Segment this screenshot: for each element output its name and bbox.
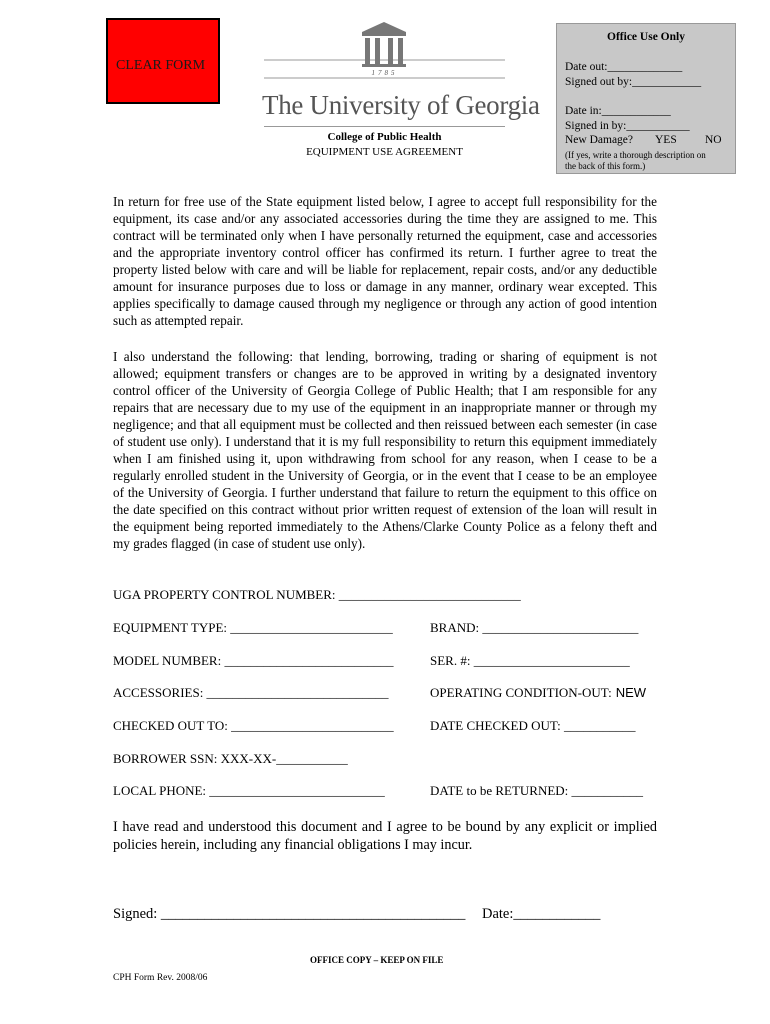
signed-in-by-field[interactable]: Signed in by:___________ bbox=[565, 120, 690, 132]
date-checked-out-field[interactable]: DATE CHECKED OUT: ___________ bbox=[430, 718, 636, 733]
damage-note-line1: (If yes, write a thorough description on bbox=[565, 150, 706, 160]
damage-no-option[interactable]: NO bbox=[705, 134, 722, 146]
serial-number-field[interactable]: SER. #: ________________________ bbox=[430, 653, 630, 668]
date-in-field[interactable]: Date in:____________ bbox=[565, 105, 671, 117]
arch-icon bbox=[262, 18, 507, 90]
new-damage-label: New Damage? bbox=[565, 134, 634, 146]
borrower-ssn-field[interactable]: BORROWER SSN: XXX-XX-___________ bbox=[113, 751, 348, 766]
operating-condition-field[interactable] bbox=[430, 685, 646, 701]
checked-out-to-field[interactable]: CHECKED OUT TO: _________________________ bbox=[113, 718, 394, 733]
date-returned-field[interactable]: DATE to be RETURNED: ___________ bbox=[430, 783, 644, 798]
operating-condition-label: OPERATING CONDITION-OUT: bbox=[430, 685, 612, 700]
university-name: The University of Georgia bbox=[262, 90, 540, 120]
office-copy-note: OFFICE COPY – KEEP ON FILE bbox=[310, 955, 444, 965]
office-use-box bbox=[556, 23, 736, 174]
clear-form-button[interactable]: CLEAR FORM bbox=[106, 18, 220, 104]
local-phone-field[interactable]: LOCAL PHONE: ___________________________ bbox=[113, 783, 385, 798]
property-control-field[interactable]: UGA PROPERTY CONTROL NUMBER: ____________________________ bbox=[113, 587, 521, 602]
founding-year: 1785 bbox=[371, 69, 398, 77]
signature-date-field[interactable]: Date:____________ bbox=[482, 906, 601, 922]
agreement-statement: I have read and understood this document and I agree to be bound by any explicit or implied policies herein, including any financial obligations I may incur. bbox=[113, 819, 657, 853]
college-name: College of Public Health bbox=[327, 131, 442, 143]
signature-field[interactable]: Signed: __________________________________________ bbox=[113, 906, 466, 922]
equipment-type-field[interactable]: EQUIPMENT TYPE: _________________________ bbox=[113, 620, 393, 635]
signed-out-by-field[interactable]: Signed out by:____________ bbox=[565, 76, 702, 88]
damage-yes-option[interactable]: YES bbox=[655, 134, 677, 146]
university-logo bbox=[262, 18, 540, 130]
form-revision: CPH Form Rev. 2008/06 bbox=[113, 973, 208, 983]
brand-field[interactable]: BRAND: ________________________ bbox=[430, 620, 639, 635]
date-out-field[interactable]: Date out:_____________ bbox=[565, 61, 683, 73]
terms-paragraph: I also understand the following: that lending, borrowing, trading or sharing of equipment is not allowed; equipment transfers or changes are to be approved in writing by a designated inventory control officer of the University of Georgia College of Public Health; that I am responsible for any repairs that are necessary due to my use of the equipment in an inappropriate manner or through my negligence; and that all equipment must be collected and then reissued between each semester (in case of student use only). I understand that it is my full responsibility to return this equipment immediately when I am finished using it, upon withdrawing from school for any reason, when I cease to be a regularly enrolled student in the University of Georgia, or in the event that I cease to be an employee of the University of Georgia. I further understand that failure to return the equipment to this office on the date specified on this contract without prior written request of extension of the loan will result in the equipment being reported immediately to the Athens/Clarke County Police as a felony theft and my grades flagged (in case of student use only). bbox=[113, 349, 657, 551]
accessories-field[interactable]: ACCESSORIES: ____________________________ bbox=[113, 685, 389, 700]
operating-condition-value[interactable]: NEW bbox=[615, 685, 647, 700]
office-use-title: Office Use Only bbox=[607, 31, 685, 43]
page-title: EQUIPMENT USE AGREEMENT bbox=[306, 146, 463, 158]
damage-note-line2: the back of this form.) bbox=[565, 161, 646, 171]
responsibility-paragraph: In return for free use of the State equipment listed below, I agree to accept full responsibility for the equipment, its case and/or any associated accessories during the time they are assigned to me. This contract will be terminated only when I have personally returned the equipment, case and accessories and the appropriate inventory control officer has confirmed its return. I further agree to treat the property listed below with care and will be liable for replacement, repair costs, and/or any deductible amount for insurance purposes due to loss or damage in any manner, ordinary wear excepted. This applies specifically to damage caused through my negligence or through any action of good intention such as attempted repair. bbox=[113, 194, 657, 328]
model-number-field[interactable]: MODEL NUMBER: __________________________ bbox=[113, 653, 394, 668]
